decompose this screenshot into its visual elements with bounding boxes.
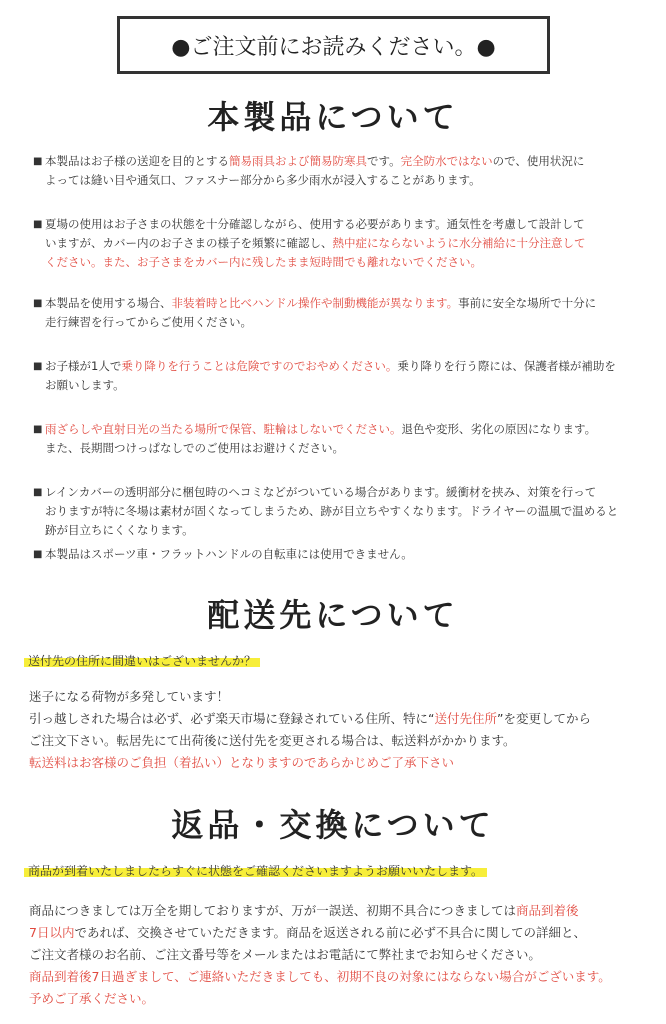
text-segment: 引っ越しされた場合は必ず、必ず楽天市場に登録されている住所、特に“ xyxy=(29,711,435,726)
text-segment: 転送料はお客様のご負担（着払い）となりますのであらかじめご了承下さい xyxy=(29,755,455,770)
returns-highlight: 商品が到着いたしましたらすぐに状態をご確認くださいますようお願いいたします。 xyxy=(24,862,487,879)
note-line xyxy=(45,483,596,502)
bullet-square-icon xyxy=(33,376,45,395)
text-segment: レインカバーの透明部分に梱包時のヘコミなどがついている場合があります。緩衝材を挟み、対策を行って xyxy=(45,485,597,499)
bullet-square-icon: ■ xyxy=(33,361,43,372)
text-segment: です。 xyxy=(367,154,401,168)
notice-banner-text: ●ご注文前にお読みください。● xyxy=(171,34,496,60)
text-segment: 7日以内 xyxy=(29,925,75,940)
note-item xyxy=(33,357,653,395)
text-segment: 事前に安全な場所で十分に xyxy=(458,296,597,310)
note-line xyxy=(45,357,616,376)
note-line xyxy=(45,152,584,171)
note-line xyxy=(45,521,194,540)
returns-line xyxy=(29,922,649,944)
note-line xyxy=(45,171,481,190)
text-segment: 本製品はお子様の送迎を目的とする xyxy=(45,154,229,168)
text-segment: 予めご了承ください。 xyxy=(29,991,155,1006)
shipping-line xyxy=(29,708,649,730)
text-segment: 夏場の使用はお子さまの状態を十分確認しながら、使用する必要があります。通気性を考慮して設計して xyxy=(45,217,585,231)
note-line xyxy=(45,502,618,521)
bullet-square-icon: ■ xyxy=(33,219,43,230)
section-title-returns: 返品・交換について xyxy=(171,806,495,844)
returns-line xyxy=(29,944,649,966)
bullet-square-icon: ■ xyxy=(33,156,43,167)
text-segment: おりますが特に冬場は素材が固くなってしまうため、跡が目立ちやすくなります。ドライヤーの温風で温めると xyxy=(45,504,619,518)
text-segment: 雨ざらしや直射日光の当たる場所で保管、駐輪はしないでください。 xyxy=(45,422,402,436)
bullet-square-icon: ■ xyxy=(33,424,43,435)
bullet-square-icon: ■ xyxy=(33,549,43,560)
returns-line xyxy=(29,966,649,988)
text-segment: 非装着時と比べハンドル操作や制動機能が異なります。 xyxy=(171,296,459,310)
text-segment: ”を変更してから xyxy=(497,711,591,726)
section-title-shipping: 配送先について xyxy=(207,596,459,634)
note-line xyxy=(45,234,586,253)
text-segment: ご注文者様のお名前、ご注文番号等をメールまたはお電話にて弊社までお知らせください。 xyxy=(29,947,541,962)
note-line xyxy=(45,439,344,458)
note-line xyxy=(45,420,596,439)
text-segment: 走行練習を行ってからご使用ください。 xyxy=(45,315,252,329)
text-segment: よっては縫い目や通気口、ファスナー部分から多少雨水が浸入することがあります。 xyxy=(45,173,481,187)
text-segment: 跡が目立ちにくくなります。 xyxy=(45,523,194,537)
text-segment: 本製品はスポーツ車・フラットハンドルの自転車には使用できません。 xyxy=(45,547,413,561)
shipping-line xyxy=(29,730,649,752)
bullet-square-icon xyxy=(33,234,45,253)
section-title-product: 本製品について xyxy=(207,98,459,136)
text-segment: ご注文下さい。転居先にて出荷後に送付先を変更される場合は、転送料がかかります。 xyxy=(29,733,516,748)
text-segment: 簡易雨具および簡易防寒具 xyxy=(229,154,367,168)
bullet-square-icon xyxy=(33,313,45,332)
text-segment: お願いします。 xyxy=(45,378,125,392)
bullet-square-icon: ■ xyxy=(33,487,43,498)
text-segment: 送付先住所 xyxy=(434,711,497,726)
note-item xyxy=(33,420,653,458)
note-item xyxy=(33,294,653,332)
shipping-highlight: 送付先の住所に間違いはございませんか？ xyxy=(24,652,260,669)
note-item xyxy=(33,483,653,540)
note-line xyxy=(45,253,482,272)
bullet-square-icon xyxy=(33,502,45,521)
bullet-square-icon xyxy=(33,521,45,540)
text-segment: 乗り降りを行うことは危険ですのでおやめください。 xyxy=(121,359,398,373)
text-segment: ので、使用状況に xyxy=(492,154,585,168)
shipping-line xyxy=(29,752,649,774)
text-segment: 本製品を使用する場合、 xyxy=(45,296,172,310)
bullet-square-icon: ■ xyxy=(33,298,43,309)
notice-banner xyxy=(117,16,550,74)
text-segment: 商品到着後7日過ぎまして、ご連絡いただきましても、初期不良の対象にはならない場合がございます。 xyxy=(29,969,611,984)
text-segment: 完全防水ではない xyxy=(400,154,493,168)
note-item xyxy=(33,215,653,272)
returns-line xyxy=(29,988,649,1010)
text-segment: であれば、交換させていただきます。商品を返送される前に必ず不具合に関しての詳細と、 xyxy=(74,925,586,940)
note-line xyxy=(45,294,596,313)
text-segment: ください。また、お子さまをカバー内に残したまま短時間でも離れないでください。 xyxy=(45,255,482,269)
bullet-square-icon xyxy=(33,439,45,458)
note-line xyxy=(45,376,125,395)
note-item xyxy=(33,545,653,564)
text-segment: また、長期間つけっぱなしでのご使用はお避けください。 xyxy=(45,441,344,455)
note-line xyxy=(45,215,585,234)
note-line xyxy=(45,545,413,564)
text-segment: 商品につきましては万全を期しておりますが、万が一誤送、初期不具合につきましては xyxy=(29,903,517,918)
returns-line xyxy=(29,900,649,922)
text-segment: 迷子になる荷物が多発しています！ xyxy=(29,689,230,704)
bullet-square-icon xyxy=(33,171,45,190)
text-segment: 退色や変形、劣化の原因になります。 xyxy=(401,422,597,436)
text-segment: いますが、カバー内のお子さまの様子を頻繁に確認し、 xyxy=(45,236,333,250)
bullet-square-icon xyxy=(33,253,45,272)
shipping-paragraph xyxy=(29,686,649,774)
text-segment: お子様が1人で xyxy=(45,359,122,373)
returns-paragraph xyxy=(29,900,649,1010)
shipping-line xyxy=(29,686,649,708)
note-item xyxy=(33,152,653,190)
text-segment: 乗り降りを行う際には、保護者様が補助を xyxy=(397,359,616,373)
text-segment: 熱中症にならないように水分補給に十分注意して xyxy=(332,236,586,250)
note-line xyxy=(45,313,252,332)
text-segment: 商品到着後 xyxy=(516,903,579,918)
